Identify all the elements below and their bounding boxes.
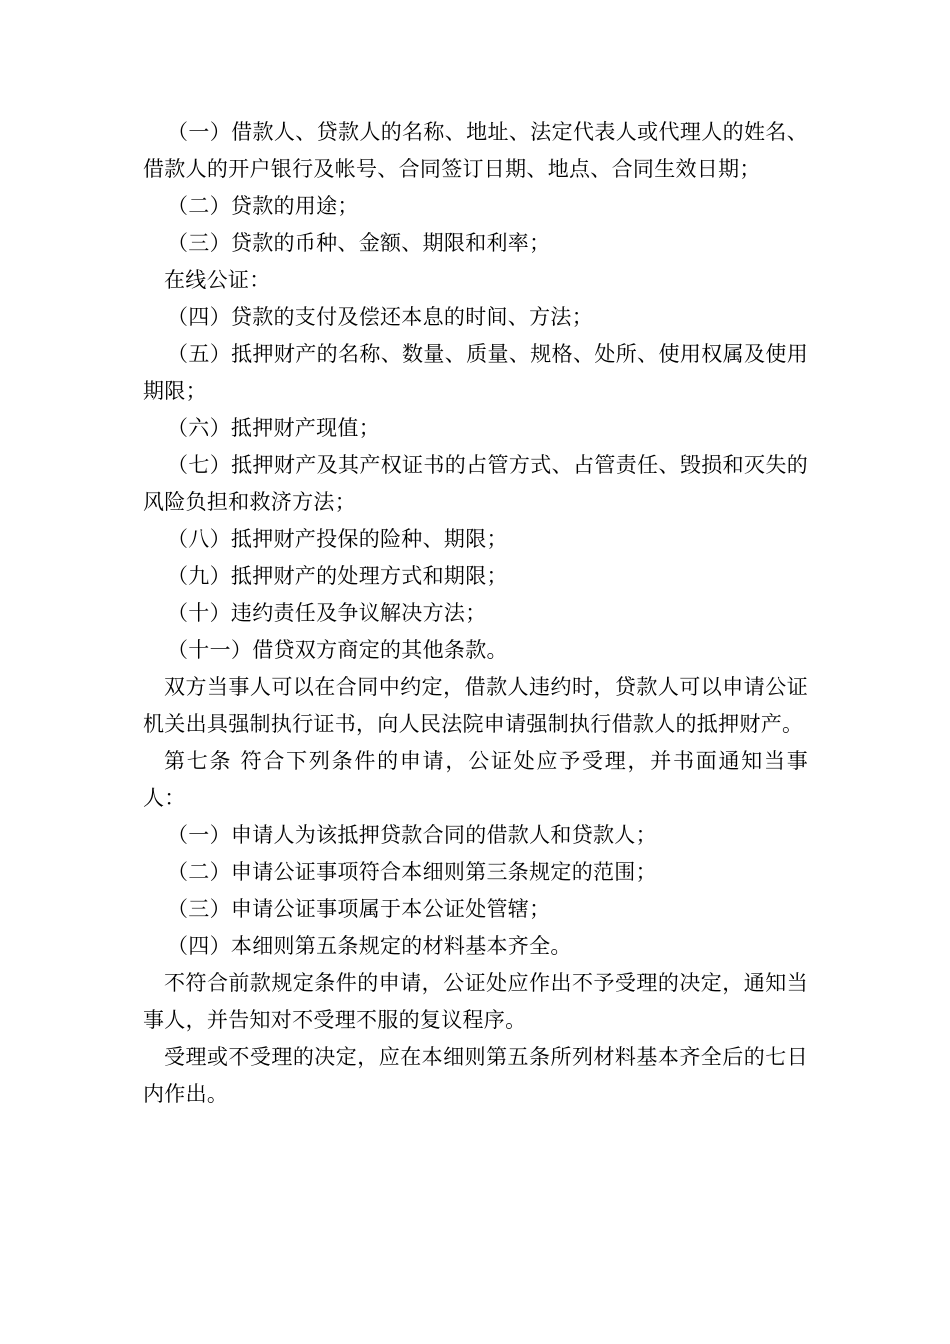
paragraph-online-notary: 在线公证： — [164, 268, 271, 292]
paragraph-condition-1: （一）申请人为该抵押贷款合同的借款人和贷款人； — [167, 823, 657, 847]
paragraph-clause-8: （八）抵押财产投保的险种、期限； — [167, 527, 508, 551]
paragraph-clause-4: （四）贷款的支付及偿还本息的时间、方法； — [167, 305, 593, 329]
paragraph-enforcement: 双方当事人可以在合同中约定，借款人违约时，贷款人可以申请公证机关出具强制执行证书，向人民法院申请强制执行借款人的抵押财产。 — [143, 675, 808, 736]
paragraph-clause-3: （三）贷款的币种、金额、期限和利率； — [167, 231, 551, 255]
paragraph-article-7: 第七条 符合下列条件的申请，公证处应予受理，并书面通知当事人： — [143, 749, 808, 810]
paragraph-condition-3: （三）申请公证事项属于本公证处管辖； — [167, 897, 551, 921]
paragraph-condition-4: （四）本细则第五条规定的材料基本齐全。 — [167, 934, 572, 958]
paragraph-clause-2: （二）贷款的用途； — [167, 194, 359, 218]
paragraph-clause-9: （九）抵押财产的处理方式和期限； — [167, 564, 508, 588]
paragraph-clause-6: （六）抵押财产现值； — [167, 416, 380, 440]
paragraph-clause-7: （七）抵押财产及其产权证书的占管方式、占管责任、毁损和灭失的风险负担和救济方法； — [143, 453, 808, 514]
paragraph-condition-2: （二）申请公证事项符合本细则第三条规定的范围； — [167, 860, 657, 884]
paragraph-rejection: 不符合前款规定条件的申请，公证处应作出不予受理的决定，通知当事人，并告知对不受理不服的复议程序。 — [143, 971, 808, 1032]
document-body — [143, 114, 808, 1113]
paragraph-clause-11: （十一）借贷双方商定的其他条款。 — [167, 638, 508, 662]
paragraph-deadline: 受理或不受理的决定，应在本细则第五条所列材料基本齐全后的七日内作出。 — [143, 1045, 808, 1106]
paragraph-clause-1: （一）借款人、贷款人的名称、地址、法定代表人或代理人的姓名、借款人的开户银行及帐号、合同签订日期、地点、合同生效日期； — [143, 120, 808, 181]
paragraph-clause-10: （十）违约责任及争议解决方法； — [167, 601, 487, 625]
paragraph-clause-5: （五）抵押财产的名称、数量、质量、规格、处所、使用权属及使用期限； — [143, 342, 808, 403]
